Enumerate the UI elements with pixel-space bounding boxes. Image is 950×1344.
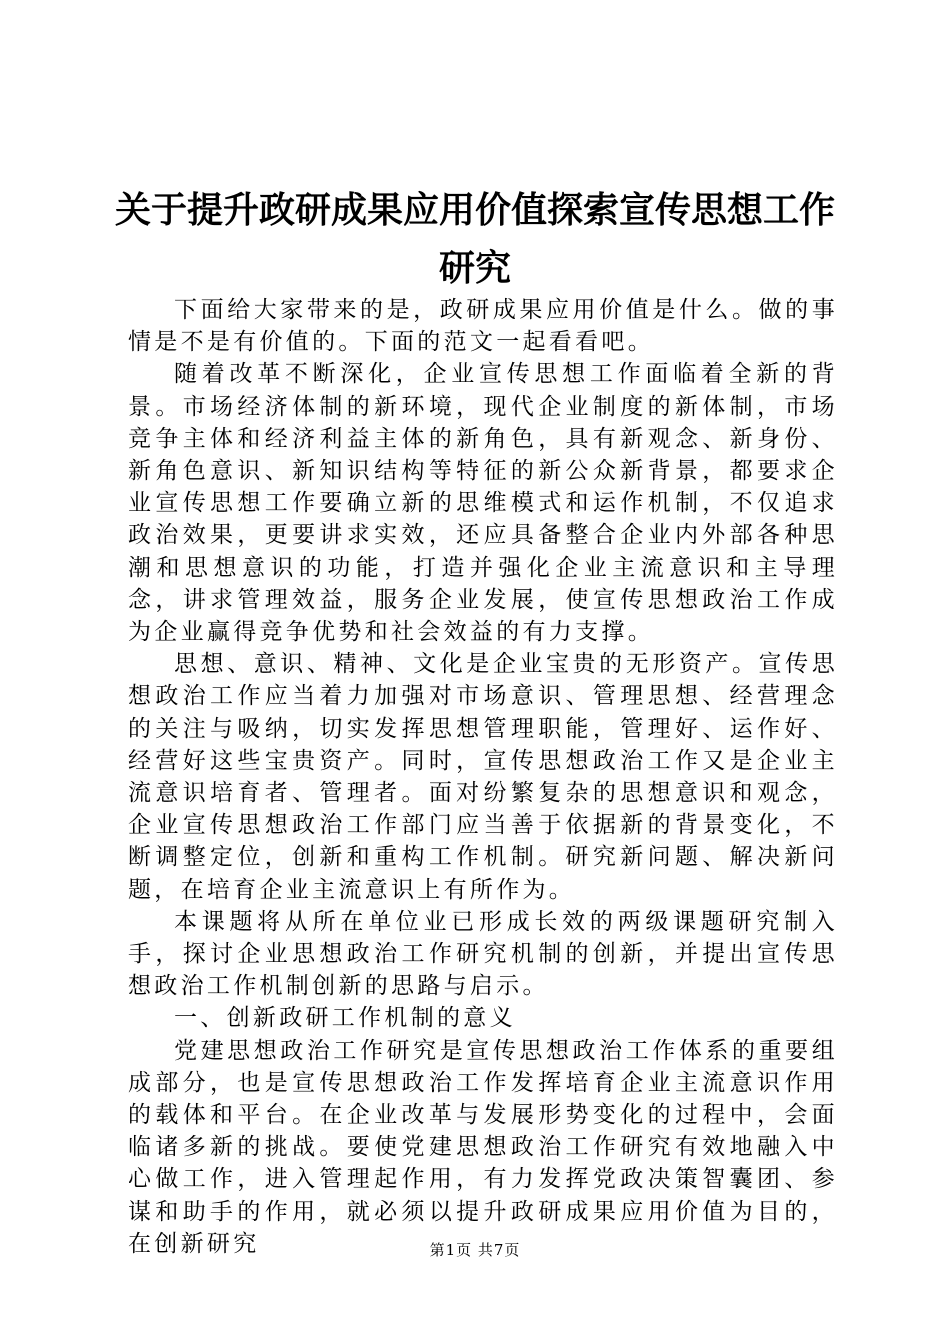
document-title-line-2: 研究 (438, 247, 511, 289)
document-title-line-1: 关于提升政研成果应用价值探索宣传思想工作 (114, 189, 835, 231)
page-footer: 第1页 共7页 (429, 1241, 521, 1259)
paragraph-background: 随着改革不断深化，企业宣传思想工作面临着全新的背景。市场经济体制的新环境，现代企业制度的新体制，市场竞争主体和经济利益主体的新角色，具有新观念、新身份、新角色意识、新知识结构等特征的新公众新背景，都要求企业宣传思想工作要确立新的思维模式和运作机制，不仅追求政治效果，更要讲求实效，还应具备整合企业内外部各种思潮和思想意识的功能，打造并强化企业主流意识和主导理念，讲求管理效益，服务企业发展，使宣传思想政治工作成为企业赢得竞争优势和社会效益的有力支撑。 (128, 361, 838, 646)
paragraph-section-1: 党建思想政治工作研究是宣传思想政治工作体系的重要组成部分，也是宣传思想政治工作发挥培育企业主流意识作用的载体和平台。在企业改革与发展形势变化的过程中，会面临诸多新的挑战。要使党建思想政治工作研究有效地融入中心做工作，进入管理起作用，有力发挥党政决策智囊团、参谋和助手的作用，就必须以提升政研成果应用价值为目的，在创新研究 (128, 1037, 838, 1257)
paragraph-intro: 下面给大家带来的是，政研成果应用价值是什么。做的事情是不是有价值的。下面的范文一起看看吧。 (128, 297, 838, 356)
paragraph-scope: 本课题将从所在单位业已形成长效的两级课题研究制入手，探讨企业思想政治工作研究机制的创新，并提出宣传思想政治工作机制创新的思路与启示。 (128, 908, 838, 1000)
document-body (128, 294, 838, 1260)
section-heading-1: 一、创新政研工作机制的意义 (174, 1005, 516, 1032)
paragraph-assets: 思想、意识、精神、文化是企业宝贵的无形资产。宣传思想政治工作应当着力加强对市场意识、管理思想、经营理念的关注与吸纳，切实发挥思想管理职能，管理好、运作好、经营好这些宝贵资产。同时，宣传思想政治工作又是企业主流意识培育者、管理者。面对纷繁复杂的思想意识和观念，企业宣传思想政治工作部门应当善于依据新的背景变化，不断调整定位，创新和重构工作机制。研究新问题、解决新问题，在培育企业主流意识上有所作为。 (128, 651, 838, 903)
